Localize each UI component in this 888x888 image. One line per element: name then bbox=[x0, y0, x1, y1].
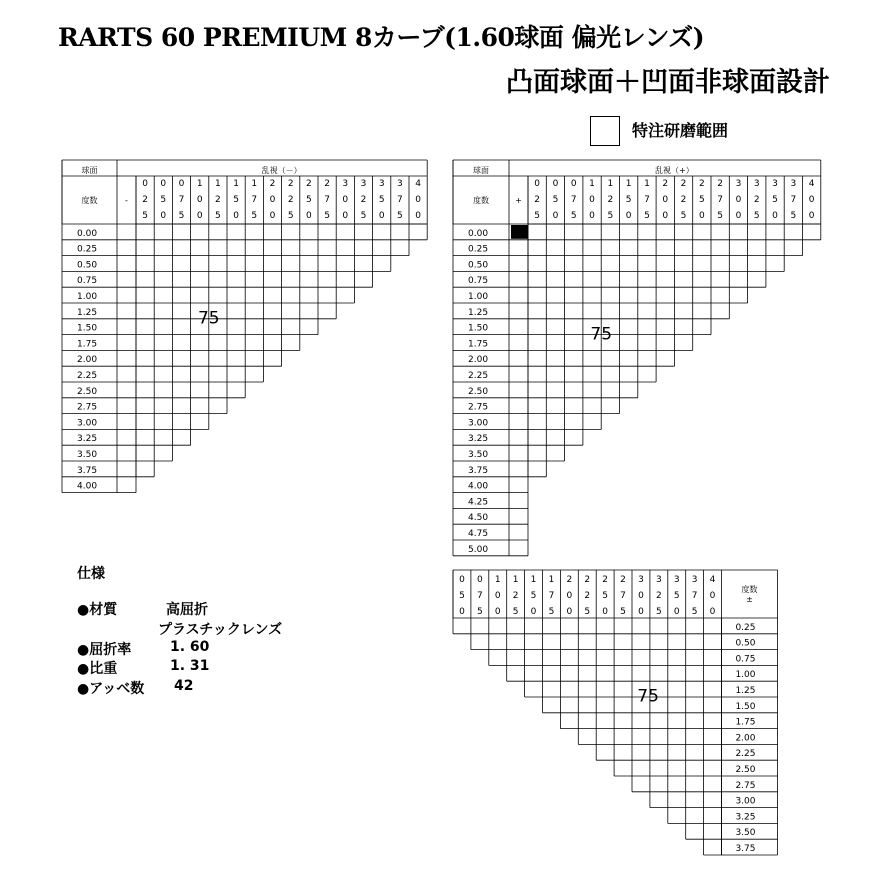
cyl-column-digit: 7 bbox=[790, 195, 797, 205]
cyl-column-digit: 0 bbox=[589, 211, 595, 221]
cyl-column-digit: 5 bbox=[233, 195, 239, 205]
cyl-column-digit: 0 bbox=[233, 211, 239, 221]
cyl-column-digit: 0 bbox=[709, 591, 716, 601]
cyl-column-digit: 1 bbox=[233, 179, 239, 189]
cyl-column-digit: 5 bbox=[552, 195, 559, 205]
spec-heading: 仕様 bbox=[77, 566, 105, 582]
row-label: 1.25 bbox=[468, 307, 489, 318]
cyl-column-digit: 0 bbox=[638, 607, 644, 617]
special-order-label: 特注研磨範囲 bbox=[632, 121, 729, 140]
cyl-column-digit: 0 bbox=[196, 211, 203, 221]
cyl-column-digit: 3 bbox=[655, 575, 662, 585]
cyl-column-digit: 2 bbox=[306, 179, 312, 189]
cyl-column-digit: 2 bbox=[584, 591, 591, 601]
cyl-column-digit: 2 bbox=[620, 575, 626, 585]
cyl-column-digit: 1 bbox=[607, 179, 614, 189]
row-label: 2.50 bbox=[468, 386, 489, 397]
row-label: 4.50 bbox=[468, 513, 489, 524]
row-label: 1.25 bbox=[735, 686, 756, 696]
header-sign: + bbox=[515, 196, 522, 205]
cyl-column-digit: 7 bbox=[548, 591, 555, 601]
row-label: 3.50 bbox=[77, 450, 98, 460]
spec-index-value: 1. 60 bbox=[170, 639, 210, 655]
cyl-column-digit: 3 bbox=[397, 179, 403, 189]
cyl-column-digit: 0 bbox=[566, 607, 573, 617]
cyl-column-digit: 5 bbox=[698, 195, 705, 205]
cyl-column-digit: 1 bbox=[548, 575, 555, 585]
cyl-column-digit: 5 bbox=[530, 591, 537, 601]
row-label: 4.00 bbox=[468, 481, 489, 492]
cyl-column-digit: 3 bbox=[772, 179, 778, 189]
cyl-column-digit: 5 bbox=[620, 607, 626, 617]
cyl-column-digit: 7 bbox=[476, 591, 483, 601]
header-cyl: 乱視（－） bbox=[261, 166, 302, 175]
row-label: 1.75 bbox=[77, 339, 98, 350]
row-label: 3.25 bbox=[77, 434, 98, 445]
cyl-column-digit: 7 bbox=[644, 195, 650, 205]
cyl-column-digit: 5 bbox=[512, 607, 519, 617]
spec-material-label: ●材質 bbox=[77, 602, 118, 618]
cyl-column-digit: 1 bbox=[644, 179, 650, 189]
spec-gravity-value: 1. 31 bbox=[170, 658, 210, 674]
row-label: 3.50 bbox=[735, 828, 756, 839]
cyl-column-digit: 1 bbox=[196, 179, 203, 189]
row-label: 2.00 bbox=[77, 355, 98, 366]
cyl-column-digit: 3 bbox=[691, 575, 698, 585]
row-label: 0.25 bbox=[735, 622, 756, 633]
row-label: 3.75 bbox=[468, 465, 489, 476]
cyl-column-digit: 7 bbox=[620, 591, 626, 601]
cyl-column-digit: 5 bbox=[680, 211, 687, 221]
cyl-column-digit: 0 bbox=[142, 179, 148, 189]
cyl-column-digit: 2 bbox=[607, 195, 614, 205]
cyl-column-digit: 0 bbox=[415, 211, 421, 221]
cyl-column-digit: 3 bbox=[638, 575, 644, 585]
cyl-column-digit: 2 bbox=[655, 591, 662, 601]
cyl-column-digit: 5 bbox=[655, 607, 662, 617]
cyl-column-digit: 2 bbox=[680, 179, 687, 189]
cyl-column-digit: 7 bbox=[717, 195, 724, 205]
cyl-column-digit: 5 bbox=[717, 211, 724, 221]
row-label: 0.25 bbox=[77, 244, 98, 255]
cyl-column-digit: 5 bbox=[607, 211, 614, 221]
row-label: 1.75 bbox=[735, 717, 756, 728]
cyl-column-digit: 2 bbox=[717, 179, 724, 189]
cyl-column-digit: 5 bbox=[644, 211, 650, 221]
cyl-column-digit: 1 bbox=[251, 179, 258, 189]
cyl-column-digit: 5 bbox=[673, 591, 680, 601]
row-label: 1.50 bbox=[77, 323, 98, 334]
cyl-column-digit: 2 bbox=[287, 195, 294, 205]
cyl-column-digit: 5 bbox=[360, 211, 367, 221]
header-cyl: 乱視（+） bbox=[655, 166, 694, 175]
row-label: 0.75 bbox=[468, 276, 489, 287]
cyl-column-digit: 0 bbox=[735, 211, 742, 221]
row-label: 3.75 bbox=[77, 465, 98, 476]
center-value-pm: 75 bbox=[637, 686, 659, 707]
row-label: 0.00 bbox=[77, 228, 98, 239]
cyl-column-digit: 3 bbox=[790, 179, 797, 189]
cyl-column-digit: 0 bbox=[625, 211, 632, 221]
cyl-column-digit: 0 bbox=[494, 607, 501, 617]
row-label: 4.00 bbox=[77, 481, 98, 492]
cyl-column-digit: 0 bbox=[306, 211, 312, 221]
row-label: 1.00 bbox=[77, 292, 98, 302]
title-line1: RARTS 60 PREMIUM 8カーブ(1.60球面 偏光レンズ) bbox=[58, 23, 705, 52]
cyl-column-digit: 0 bbox=[530, 607, 537, 617]
row-label: 2.75 bbox=[735, 780, 756, 791]
spec-material-value1: 高屈折 bbox=[166, 602, 208, 618]
cyl-column-digit: 2 bbox=[512, 591, 519, 601]
row-label: 3.00 bbox=[468, 418, 489, 429]
cyl-column-digit: 0 bbox=[459, 607, 465, 617]
row-label: 3.75 bbox=[735, 844, 756, 854]
cyl-column-digit: 0 bbox=[709, 607, 716, 617]
cyl-column-digit: 7 bbox=[178, 195, 185, 205]
row-label: 1.75 bbox=[468, 339, 489, 350]
spec-abbe-label: ●アッベ数 bbox=[77, 681, 145, 697]
row-label: 0.75 bbox=[735, 654, 756, 665]
cyl-column-digit: 1 bbox=[215, 179, 221, 189]
cyl-column-digit: 5 bbox=[753, 211, 760, 221]
cyl-column-digit: 0 bbox=[494, 591, 501, 601]
cyl-column-digit: 5 bbox=[476, 607, 483, 617]
cyl-column-digit: 2 bbox=[602, 575, 609, 585]
cyl-column-digit: 2 bbox=[269, 179, 276, 189]
cyl-column-digit: 2 bbox=[287, 179, 294, 189]
cyl-column-digit: 0 bbox=[552, 179, 559, 189]
row-label: 0.00 bbox=[468, 228, 489, 239]
cyl-column-digit: 0 bbox=[589, 195, 595, 205]
cyl-column-digit: 5 bbox=[324, 211, 330, 221]
cyl-column-digit: 0 bbox=[459, 575, 465, 585]
row-label: 0.50 bbox=[735, 638, 756, 649]
cyl-column-digit: 4 bbox=[709, 575, 716, 585]
row-label: 2.00 bbox=[735, 733, 756, 744]
cyl-column-digit: 5 bbox=[215, 211, 221, 221]
row-label: 5.00 bbox=[468, 544, 489, 555]
cyl-column-digit: 7 bbox=[397, 195, 403, 205]
row-label: 0.25 bbox=[468, 244, 489, 255]
cyl-column-digit: 7 bbox=[691, 591, 698, 601]
cyl-column-digit: 0 bbox=[662, 195, 669, 205]
cyl-column-digit: 5 bbox=[251, 211, 258, 221]
header-sphere: 球面 bbox=[473, 166, 489, 175]
cyl-column-digit: 2 bbox=[566, 575, 573, 585]
cyl-column-digit: 5 bbox=[160, 195, 167, 205]
cyl-column-digit: 1 bbox=[512, 575, 519, 585]
cyl-column-digit: 1 bbox=[625, 179, 632, 189]
row-label: 3.50 bbox=[468, 450, 489, 460]
row-label: 1.50 bbox=[468, 323, 489, 334]
row-label: 0.75 bbox=[77, 276, 98, 287]
cyl-column-digit: 0 bbox=[196, 195, 203, 205]
cyl-column-digit: 0 bbox=[638, 591, 644, 601]
cyl-column-digit: 0 bbox=[178, 179, 185, 189]
row-label: 2.25 bbox=[77, 371, 98, 381]
spec-material-value2: プラスチックレンズ bbox=[158, 622, 283, 638]
header-sign: - bbox=[125, 196, 128, 205]
row-label: 2.75 bbox=[77, 402, 98, 413]
cyl-column-digit: 2 bbox=[534, 195, 541, 205]
cyl-column-digit: 2 bbox=[662, 179, 669, 189]
cyl-column-digit: 3 bbox=[753, 179, 760, 189]
cyl-column-digit: 5 bbox=[548, 607, 555, 617]
cyl-column-digit: 2 bbox=[215, 195, 221, 205]
cyl-column-digit: 5 bbox=[397, 211, 403, 221]
row-label: 2.25 bbox=[468, 371, 489, 381]
cyl-column-digit: 0 bbox=[808, 195, 815, 205]
row-label: 2.50 bbox=[735, 765, 756, 775]
cyl-column-digit: 7 bbox=[324, 195, 330, 205]
cyl-column-digit: 0 bbox=[772, 211, 778, 221]
cyl-column-digit: 2 bbox=[680, 195, 687, 205]
cyl-column-digit: 0 bbox=[342, 211, 349, 221]
cyl-column-digit: 4 bbox=[808, 179, 815, 189]
cyl-column-digit: 5 bbox=[378, 195, 385, 205]
row-label: 1.00 bbox=[468, 292, 489, 302]
row-label: 2.00 bbox=[468, 355, 489, 366]
cyl-column-digit: 0 bbox=[602, 607, 609, 617]
cyl-column-digit: 2 bbox=[360, 195, 367, 205]
cyl-column-digit: 3 bbox=[360, 179, 367, 189]
cyl-column-digit: 3 bbox=[342, 179, 349, 189]
cyl-column-digit: 0 bbox=[269, 195, 276, 205]
cyl-column-digit: 5 bbox=[534, 211, 541, 221]
cyl-column-digit: 0 bbox=[160, 179, 167, 189]
cyl-column-digit: 5 bbox=[790, 211, 797, 221]
row-label: 0.50 bbox=[77, 260, 98, 271]
cyl-column-digit: 2 bbox=[324, 179, 330, 189]
header-power: 度数 bbox=[473, 196, 489, 205]
spec-gravity-label: ●比重 bbox=[77, 661, 118, 677]
cyl-column-digit: 5 bbox=[691, 607, 698, 617]
cyl-column-digit: 5 bbox=[584, 607, 591, 617]
title-line2: 凸面球面＋凹面非球面設計 bbox=[506, 67, 830, 98]
cyl-column-digit: 5 bbox=[602, 591, 609, 601]
cyl-column-digit: 0 bbox=[415, 195, 421, 205]
cyl-column-digit: 2 bbox=[142, 195, 148, 205]
row-label: 0.50 bbox=[468, 260, 489, 271]
center-value-plus: 75 bbox=[590, 324, 613, 345]
row-label: 3.00 bbox=[77, 418, 98, 429]
header-sphere: 球面 bbox=[81, 166, 98, 175]
cyl-column-digit: 3 bbox=[378, 179, 385, 189]
cyl-column-digit: 7 bbox=[570, 195, 577, 205]
cyl-column-digit: 1 bbox=[530, 575, 537, 585]
row-label: 4.75 bbox=[468, 529, 489, 539]
cyl-column-digit: 5 bbox=[178, 211, 185, 221]
cyl-column-digit: 0 bbox=[808, 211, 815, 221]
cyl-column-digit: 0 bbox=[534, 179, 541, 189]
row-label: 3.25 bbox=[468, 434, 489, 445]
cyl-column-digit: 5 bbox=[306, 195, 312, 205]
center-value-minus: 75 bbox=[197, 308, 220, 329]
cyl-column-digit: 0 bbox=[552, 211, 559, 221]
cyl-column-digit: 0 bbox=[342, 195, 349, 205]
spec-index-label: ●屈折率 bbox=[77, 642, 132, 658]
row-label: 1.25 bbox=[77, 307, 98, 318]
cyl-column-digit: 0 bbox=[570, 179, 577, 189]
cyl-column-digit: 5 bbox=[142, 211, 148, 221]
row-label: 1.50 bbox=[735, 701, 756, 712]
cyl-column-digit: 0 bbox=[476, 575, 483, 585]
cyl-column-digit: 0 bbox=[698, 211, 705, 221]
cyl-column-digit: 0 bbox=[566, 591, 573, 601]
row-label: 2.50 bbox=[77, 386, 98, 397]
row-label: 3.25 bbox=[735, 812, 756, 823]
header-power: 度数 bbox=[741, 585, 758, 594]
cyl-column-digit: 5 bbox=[625, 195, 632, 205]
cyl-column-digit: 2 bbox=[753, 195, 760, 205]
cyl-column-digit: 7 bbox=[251, 195, 258, 205]
header-sign: ± bbox=[746, 595, 753, 604]
cyl-column-digit: 3 bbox=[673, 575, 680, 585]
cyl-column-digit: 1 bbox=[589, 179, 595, 189]
cyl-column-digit: 4 bbox=[415, 179, 421, 189]
header-power: 度数 bbox=[81, 196, 98, 205]
spec-abbe-value: 42 bbox=[174, 678, 194, 694]
cyl-column-digit: 2 bbox=[584, 575, 591, 585]
filled-cell bbox=[511, 225, 528, 239]
cyl-column-digit: 0 bbox=[160, 211, 167, 221]
cyl-column-digit: 0 bbox=[662, 211, 669, 221]
cyl-column-digit: 0 bbox=[269, 211, 276, 221]
cyl-column-digit: 2 bbox=[698, 179, 705, 189]
cyl-column-digit: 1 bbox=[494, 575, 501, 585]
cyl-column-digit: 0 bbox=[735, 195, 742, 205]
cyl-column-digit: 5 bbox=[570, 211, 577, 221]
cyl-column-digit: 3 bbox=[735, 179, 742, 189]
cyl-column-digit: 5 bbox=[772, 195, 778, 205]
row-label: 2.75 bbox=[468, 402, 489, 413]
cyl-column-digit: 0 bbox=[378, 211, 385, 221]
cyl-column-digit: 5 bbox=[459, 591, 465, 601]
cyl-column-digit: 0 bbox=[673, 607, 680, 617]
row-label: 1.00 bbox=[735, 670, 756, 681]
row-label: 3.00 bbox=[735, 796, 756, 807]
cyl-column-digit: 5 bbox=[287, 211, 294, 221]
row-label: 2.25 bbox=[735, 749, 756, 760]
row-label: 4.25 bbox=[468, 497, 489, 508]
